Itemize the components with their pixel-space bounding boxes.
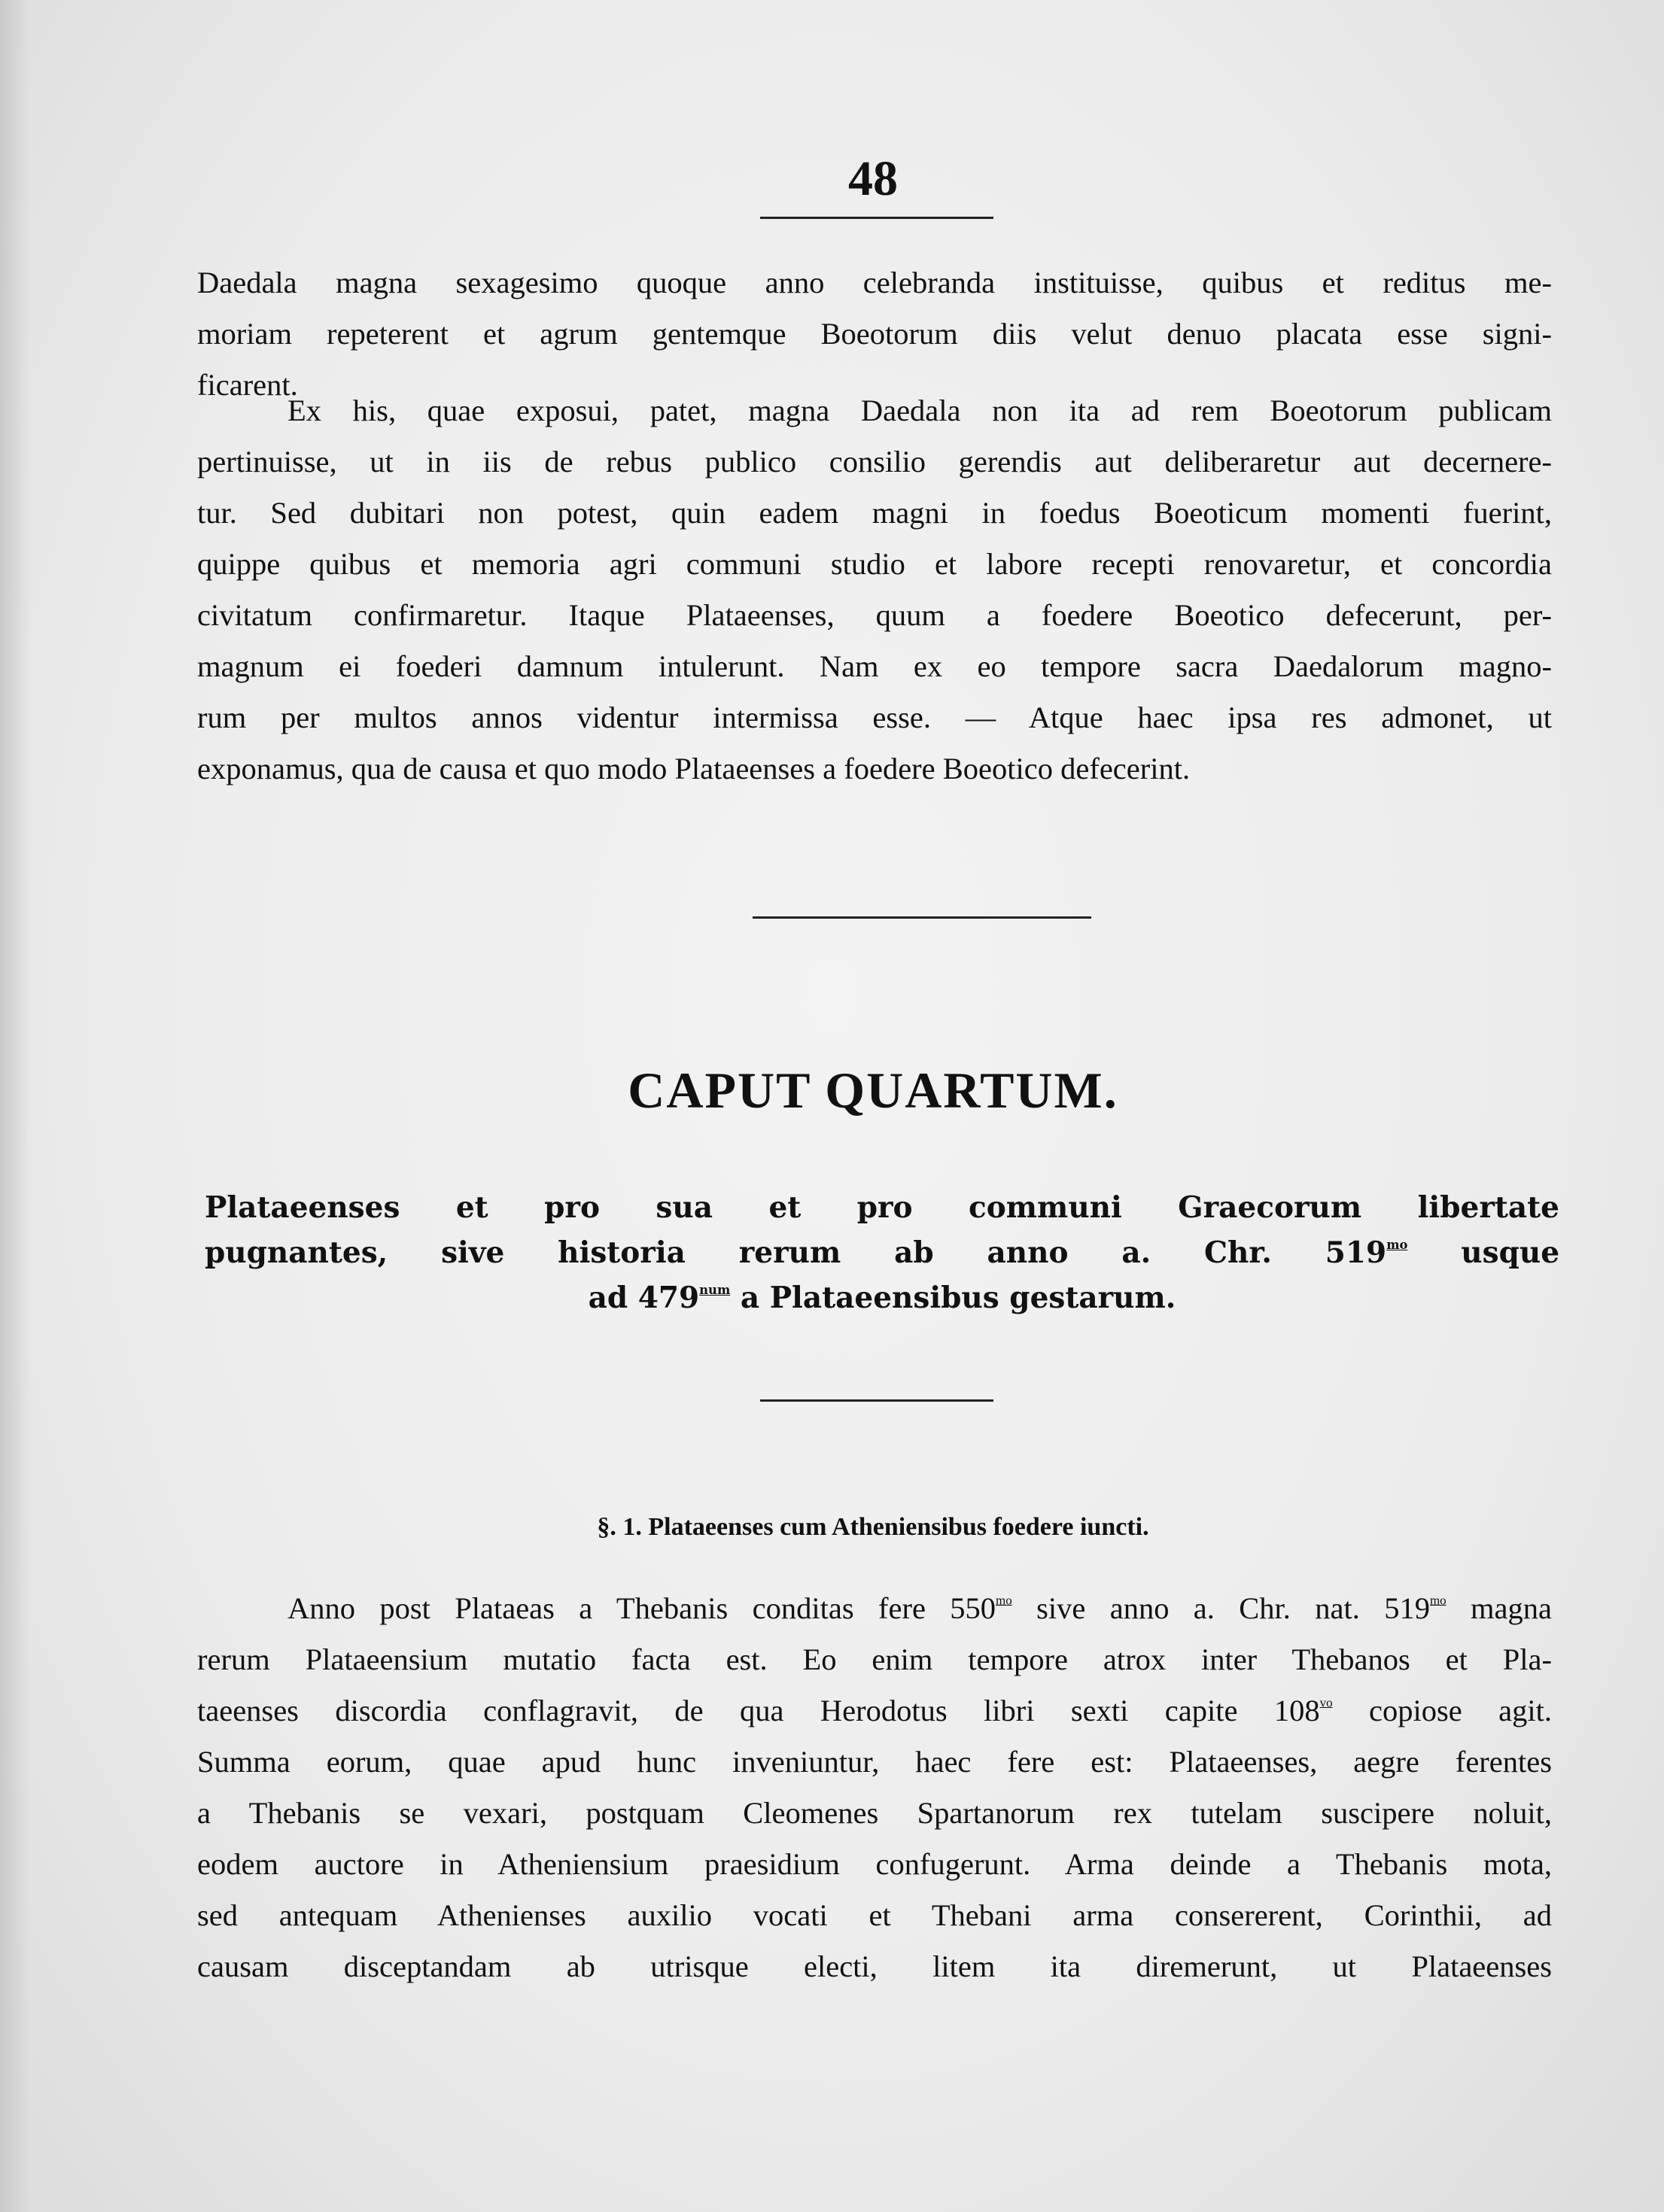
text-line: a Thebanis se vexari, postquam Cleomenes Spartanorum rex tutelam suscipere noluit, (197, 1796, 1552, 1830)
section-divider (753, 916, 1091, 919)
binding-shadow (0, 0, 30, 2212)
chapter-subtitle-line: ad $479^{num}$ a Plataeensibus gestarum. (588, 1281, 1176, 1315)
text-line: eodem auctore in Atheniensium praesidium confugerunt. Arma deinde a Thebanis mota, (197, 1847, 1552, 1881)
text-line: pertinuisse, ut in iis de rebus publico consilio gerendis aut deliberaretur aut decernere- (197, 445, 1552, 479)
page-number: 48 (848, 151, 898, 206)
text-line: moriam repeterent et agrum gentemque Boeotorum diis velut denuo placata esse signi- (197, 317, 1552, 351)
text-line: taeenses discordia conflagravit, de qua Herodotus libri sexti capite $108^{vo}$ copiose agit. (197, 1694, 1552, 1727)
text-line: rerum Plataeensium mutatio facta est. Eo enim tempore atrox inter Thebanos et Pla- (197, 1642, 1552, 1676)
text-line: Anno post Plataeas a Thebanis conditas fere $550^{mo}$ sive anno a. Chr. nat. $519^{mo}$ magna (287, 1591, 1552, 1625)
text-line: civitatum confirmaretur. Itaque Plataeenses, quum a foedere Boeotico defecerunt, per- (197, 598, 1552, 632)
section-1-body (197, 1583, 1552, 1992)
chapter-title: CAPUT QUARTUM. (628, 1062, 1118, 1119)
text-line: ficarent. (197, 368, 298, 402)
page-header (753, 151, 993, 206)
chapter-rule (760, 1399, 993, 1402)
text-line: quippe quibus et memoria agri communi studio et labore recepti renovaretur, et concordia (197, 547, 1552, 581)
text-line: rum per multos annos videntur intermissa esse. — Atque haec ipsa res admonet, ut (197, 700, 1552, 734)
section-heading: §. 1. Plataeenses cum Atheniensibus foedere iuncti. (597, 1513, 1149, 1541)
paragraph-2 (197, 385, 1552, 795)
chapter-subtitle-line: pugnantes, sive historia rerum ab anno a. Chr. $519^{mo}$ usque (205, 1235, 1559, 1270)
header-rule (760, 217, 993, 219)
text-line: magnum ei foederi damnum intulerunt. Nam ex eo tempore sacra Daedalorum magno- (197, 649, 1552, 683)
text-line: Summa eorum, quae apud hunc inveniuntur, haec fere est: Plataeenses, aegre ferentes (197, 1745, 1552, 1779)
text-line: exponamus, qua de causa et quo modo Plataeenses a foedere Boeotico defecerint. (197, 752, 1191, 785)
text-line: Ex his, quae exposui, patet, magna Daedala non ita ad rem Boeotorum publicam (287, 393, 1552, 427)
text-line: Daedala magna sexagesimo quoque anno celebranda instituisse, quibus et reditus me- (197, 266, 1552, 299)
text-line: causam disceptandam ab utrisque electi, litem ita diremerunt, ut Plataeenses (197, 1949, 1552, 1983)
text-line: tur. Sed dubitari non potest, quin eadem magni in foedus Boeoticum momenti fuerint, (197, 496, 1552, 530)
chapter-subtitle-line: Plataeenses et pro sua et pro communi Graecorum libertate (205, 1190, 1559, 1225)
text-line: sed antequam Athenienses auxilio vocati et Thebani arma consererent, Corinthii, ad (197, 1898, 1552, 1932)
